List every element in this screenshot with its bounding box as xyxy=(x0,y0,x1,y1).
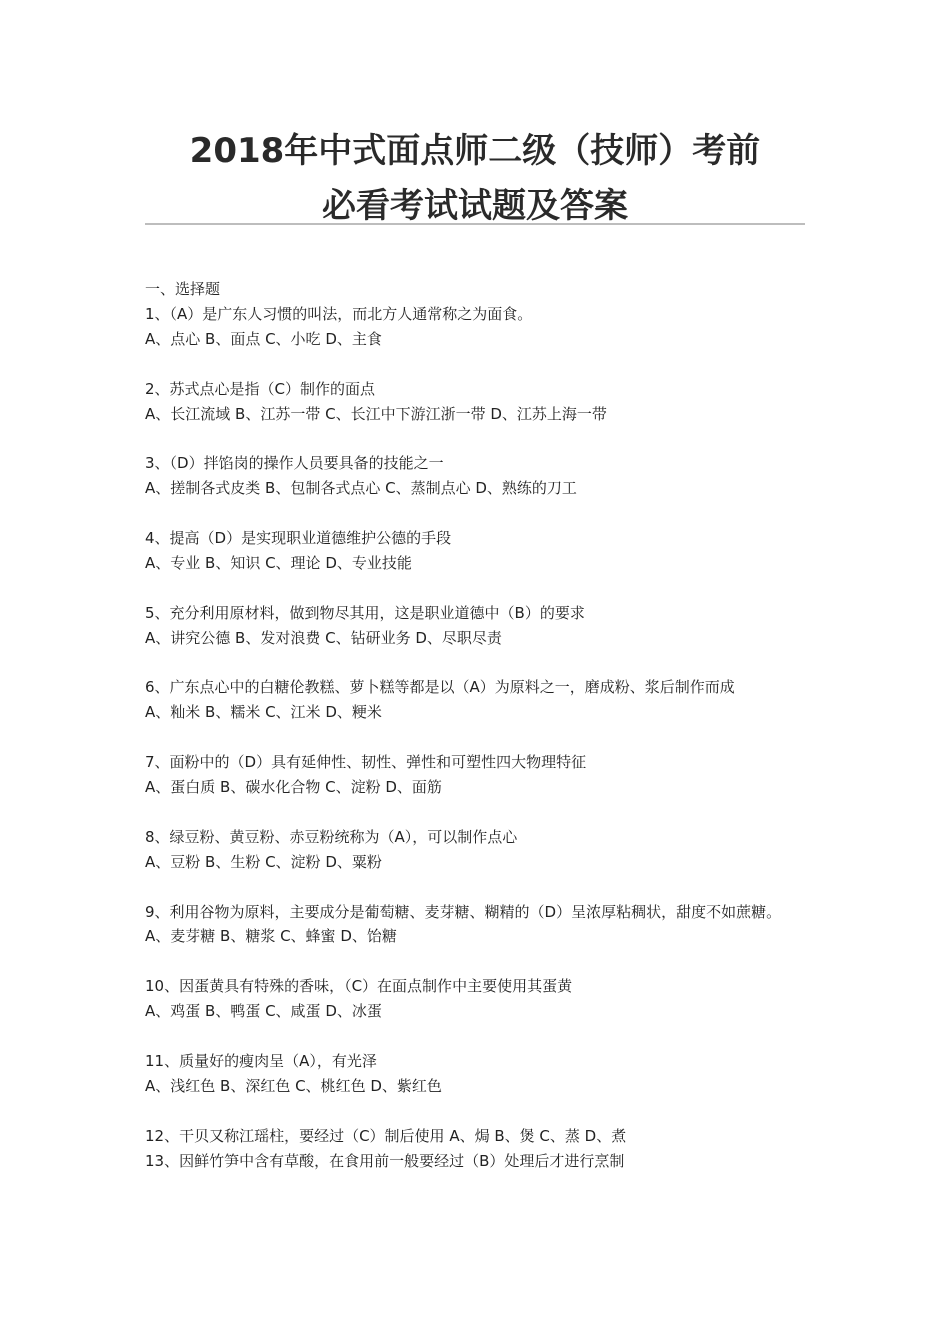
question-text: 5、充分利用原材料，做到物尽其用，这是职业道德中（B）的要求 xyxy=(145,603,585,622)
question-options: A、浅红色 B、深红色 C、桃红色 D、紫红色 xyxy=(145,1076,442,1095)
title-underline xyxy=(145,223,805,225)
spacer xyxy=(145,651,810,676)
spacer xyxy=(145,1099,810,1124)
section-heading: 一、选择题 xyxy=(145,280,221,298)
spacer xyxy=(145,949,810,974)
spacer xyxy=(145,501,810,526)
question-text: 6、广东点心中的白糖伦教糕、萝卜糕等都是以（A）为原料之一，磨成粉、浆后制作而成 xyxy=(145,678,735,697)
question-options: A、专业 B、知识 C、理论 D、专业技能 xyxy=(145,553,412,572)
spacer xyxy=(145,352,810,377)
question-options: A、麦芽糖 B、糖浆 C、蜂蜜 D、饴糖 xyxy=(145,927,397,946)
document-body xyxy=(145,277,810,1173)
question-text: 12、干贝又称江瑶柱，要经过（C）制后使用 A、焗 B、煲 C、蒸 D、煮 xyxy=(145,1126,627,1145)
spacer xyxy=(145,725,810,750)
spacer xyxy=(145,800,810,825)
document-title xyxy=(145,124,805,234)
question-options: A、蛋白质 B、碳水化合物 C、淀粉 D、面筋 xyxy=(145,778,442,797)
title-line-2: 必看考试试题及答案 xyxy=(322,186,628,226)
question-text: 8、绿豆粉、黄豆粉、赤豆粉统称为（A），可以制作点心 xyxy=(145,827,518,846)
spacer xyxy=(145,875,810,900)
question-options: A、点心 B、面点 C、小吃 D、主食 xyxy=(145,329,382,348)
question-text: 9、利用谷物为原料，主要成分是葡萄糖、麦芽糖、糊精的（D）呈浓厚粘稠状，甜度不如蔗糖。 xyxy=(145,902,782,921)
question-options: A、搓制各式皮类 B、包制各式点心 C、蒸制点心 D、熟练的刀工 xyxy=(145,479,577,498)
question-text: 1、（A）是广东人习惯的叫法，而北方人通常称之为面食。 xyxy=(145,304,533,323)
question-options: A、讲究公德 B、发对浪费 C、钻研业务 D、尽职尽责 xyxy=(145,628,502,647)
spacer xyxy=(145,426,810,451)
question-text: 4、提高（D）是实现职业道德维护公德的手段 xyxy=(145,529,452,548)
question-text: 11、质量好的瘦肉呈（A），有光泽 xyxy=(145,1051,377,1070)
title-line-1: 2018年中式面点师二级（技师）考前 xyxy=(189,131,761,171)
question-text: 2、苏式点心是指（C）制作的面点 xyxy=(145,379,376,398)
question-text: 3、（D）拌馅岗的操作人员要具备的技能之一 xyxy=(145,454,444,473)
question-options: A、豆粉 B、生粉 C、淀粉 D、粟粉 xyxy=(145,852,382,871)
question-text: 7、面粉中的（D）具有延伸性、韧性、弹性和可塑性四大物理特征 xyxy=(145,753,587,772)
question-options: A、长江流域 B、江苏一带 C、长江中下游江浙一带 D、江苏上海一带 xyxy=(145,404,607,423)
spacer xyxy=(145,576,810,601)
question-options: A、籼米 B、糯米 C、江米 D、粳米 xyxy=(145,703,382,722)
question-text: 10、因蛋黄具有特殊的香味，（C）在面点制作中主要使用其蛋黄 xyxy=(145,977,573,996)
question-text: 13、因鲜竹笋中含有草酸，在食用前一般要经过（B）处理后才进行烹制 xyxy=(145,1151,625,1170)
spacer xyxy=(145,1024,810,1049)
question-options: A、鸡蛋 B、鸭蛋 C、咸蛋 D、冰蛋 xyxy=(145,1002,382,1021)
